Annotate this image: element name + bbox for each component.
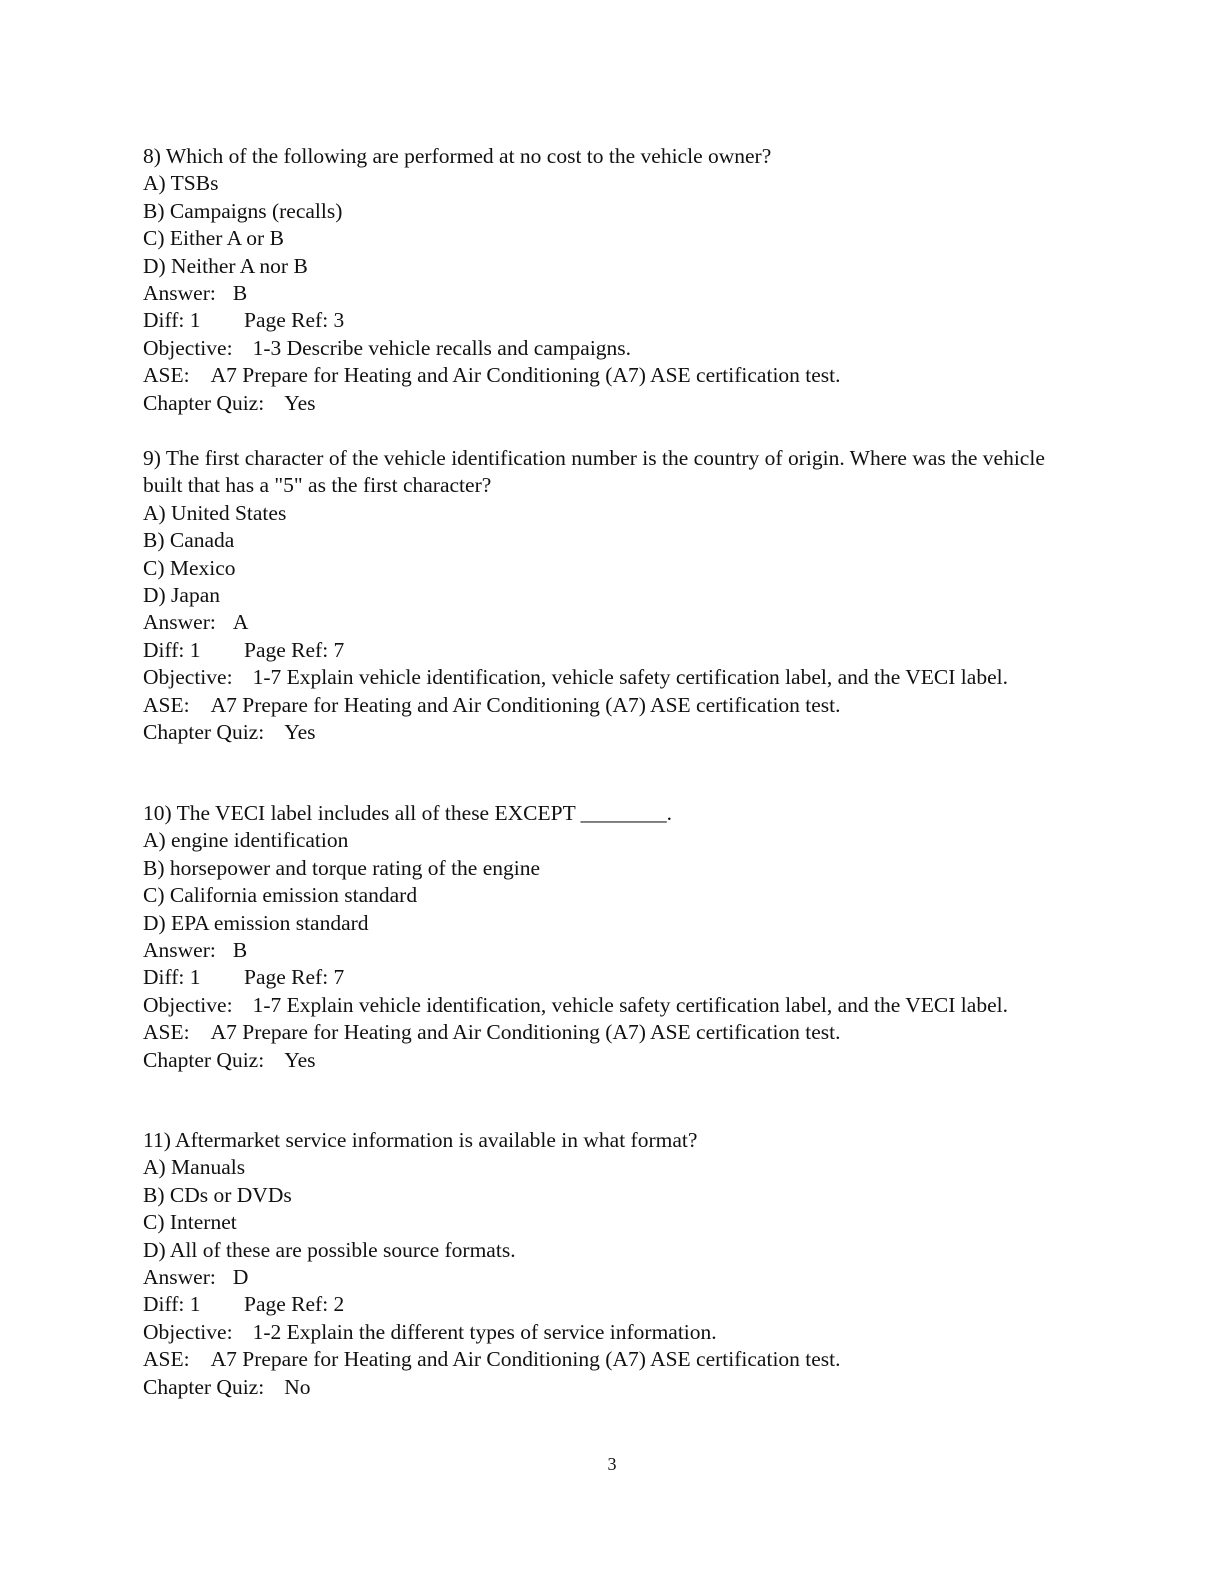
page-number: 3	[607, 1454, 617, 1474]
objective-line	[143, 664, 1083, 691]
answer-label: Answer:	[143, 610, 216, 635]
chapter-quiz-value: Yes	[284, 390, 316, 415]
question-stem: 9) The first character of the vehicle identification number is the country of origin. Where was the vehicle built that has a "5" as the first character?	[143, 446, 1045, 498]
ase-label: ASE:	[143, 1020, 190, 1045]
question-block	[143, 143, 1083, 417]
ase-label: ASE:	[143, 363, 190, 388]
answer-line	[143, 280, 1083, 307]
ase-line	[143, 1346, 1083, 1373]
difficulty: Diff: 1	[143, 308, 201, 333]
option-a: A) United States	[143, 500, 287, 525]
answer-line	[143, 937, 1083, 964]
chapter-quiz-line	[143, 1374, 1083, 1401]
option-b: B) Canada	[143, 528, 235, 553]
option-a: A) Manuals	[143, 1155, 246, 1180]
option-c: C) Mexico	[143, 555, 236, 580]
objective-label: Objective:	[143, 992, 233, 1017]
difficulty: Diff: 1	[143, 1292, 201, 1317]
chapter-quiz-line	[143, 1047, 1083, 1074]
option-c: C) Internet	[143, 1210, 237, 1235]
question-stem: 8) Which of the following are performed at no cost to the vehicle owner?	[143, 144, 772, 168]
objective-line	[143, 1319, 1083, 1346]
objective-text: 1-7 Explain vehicle identification, vehicle safety certification label, and the VECI label.	[252, 665, 1008, 690]
question-stem: 10) The VECI label includes all of these EXCEPT ________.	[143, 801, 673, 825]
diff-line	[143, 307, 1083, 334]
ase-text: A7 Prepare for Heating and Air Conditioning (A7) ASE certification test.	[210, 692, 841, 717]
chapter-quiz-value: Yes	[284, 720, 316, 745]
option-d: D) Japan	[143, 583, 221, 608]
page-ref: Page Ref: 7	[244, 965, 345, 990]
option-d: D) Neither A nor B	[143, 253, 308, 278]
option-d: D) EPA emission standard	[143, 910, 369, 935]
ase-label: ASE:	[143, 1347, 190, 1372]
objective-label: Objective:	[143, 335, 233, 360]
option-d: D) All of these are possible source formats.	[143, 1237, 516, 1262]
option-b: B) CDs or DVDs	[143, 1182, 292, 1207]
difficulty: Diff: 1	[143, 637, 201, 662]
ase-text: A7 Prepare for Heating and Air Conditioning (A7) ASE certification test.	[210, 1020, 841, 1045]
question-block	[143, 1127, 1083, 1401]
cropped-footer-text	[430, 1478, 770, 1484]
option-a: A) engine identification	[143, 828, 349, 853]
question-block	[143, 800, 1083, 1074]
chapter-quiz-line	[143, 719, 1083, 746]
question-block	[143, 445, 1083, 746]
answer-label: Answer:	[143, 938, 216, 963]
chapter-quiz-value: Yes	[284, 1047, 316, 1072]
answer-value: D	[232, 1265, 249, 1290]
objective-label: Objective:	[143, 1319, 233, 1344]
answer-line	[143, 1264, 1083, 1291]
chapter-quiz-value: No	[284, 1374, 311, 1399]
answer-value: A	[232, 610, 249, 635]
objective-line	[143, 992, 1083, 1019]
ase-line	[143, 362, 1083, 389]
ase-label: ASE:	[143, 692, 190, 717]
objective-label: Objective:	[143, 665, 233, 690]
objective-text: 1-2 Explain the different types of service information.	[252, 1319, 717, 1344]
option-b: B) horsepower and torque rating of the engine	[143, 855, 541, 880]
option-c: C) California emission standard	[143, 883, 418, 908]
ase-line	[143, 1019, 1083, 1046]
chapter-quiz-line	[143, 390, 1083, 417]
chapter-quiz-label: Chapter Quiz:	[143, 720, 265, 745]
ase-line	[143, 692, 1083, 719]
answer-line	[143, 609, 1083, 636]
answer-label: Answer:	[143, 281, 216, 306]
diff-line	[143, 1291, 1083, 1318]
option-a: A) TSBs	[143, 171, 219, 196]
chapter-quiz-label: Chapter Quiz:	[143, 390, 265, 415]
diff-line	[143, 964, 1083, 991]
chapter-quiz-label: Chapter Quiz:	[143, 1374, 265, 1399]
objective-line	[143, 335, 1083, 362]
page-ref: Page Ref: 2	[244, 1292, 345, 1317]
ase-text: A7 Prepare for Heating and Air Conditioning (A7) ASE certification test.	[210, 363, 841, 388]
objective-text: 1-7 Explain vehicle identification, vehicle safety certification label, and the VECI label.	[252, 992, 1008, 1017]
answer-value: B	[232, 938, 248, 963]
page-ref: Page Ref: 7	[244, 637, 345, 662]
page-ref: Page Ref: 3	[244, 308, 345, 333]
ase-text: A7 Prepare for Heating and Air Conditioning (A7) ASE certification test.	[210, 1347, 841, 1372]
option-b: B) Campaigns (recalls)	[143, 198, 343, 223]
answer-label: Answer:	[143, 1265, 216, 1290]
question-stem: 11) Aftermarket service information is available in what format?	[143, 1128, 698, 1152]
answer-value: B	[232, 281, 248, 306]
chapter-quiz-label: Chapter Quiz:	[143, 1047, 265, 1072]
option-c: C) Either A or B	[143, 226, 284, 251]
difficulty: Diff: 1	[143, 965, 201, 990]
diff-line	[143, 637, 1083, 664]
objective-text: 1-3 Describe vehicle recalls and campaigns.	[252, 335, 632, 360]
